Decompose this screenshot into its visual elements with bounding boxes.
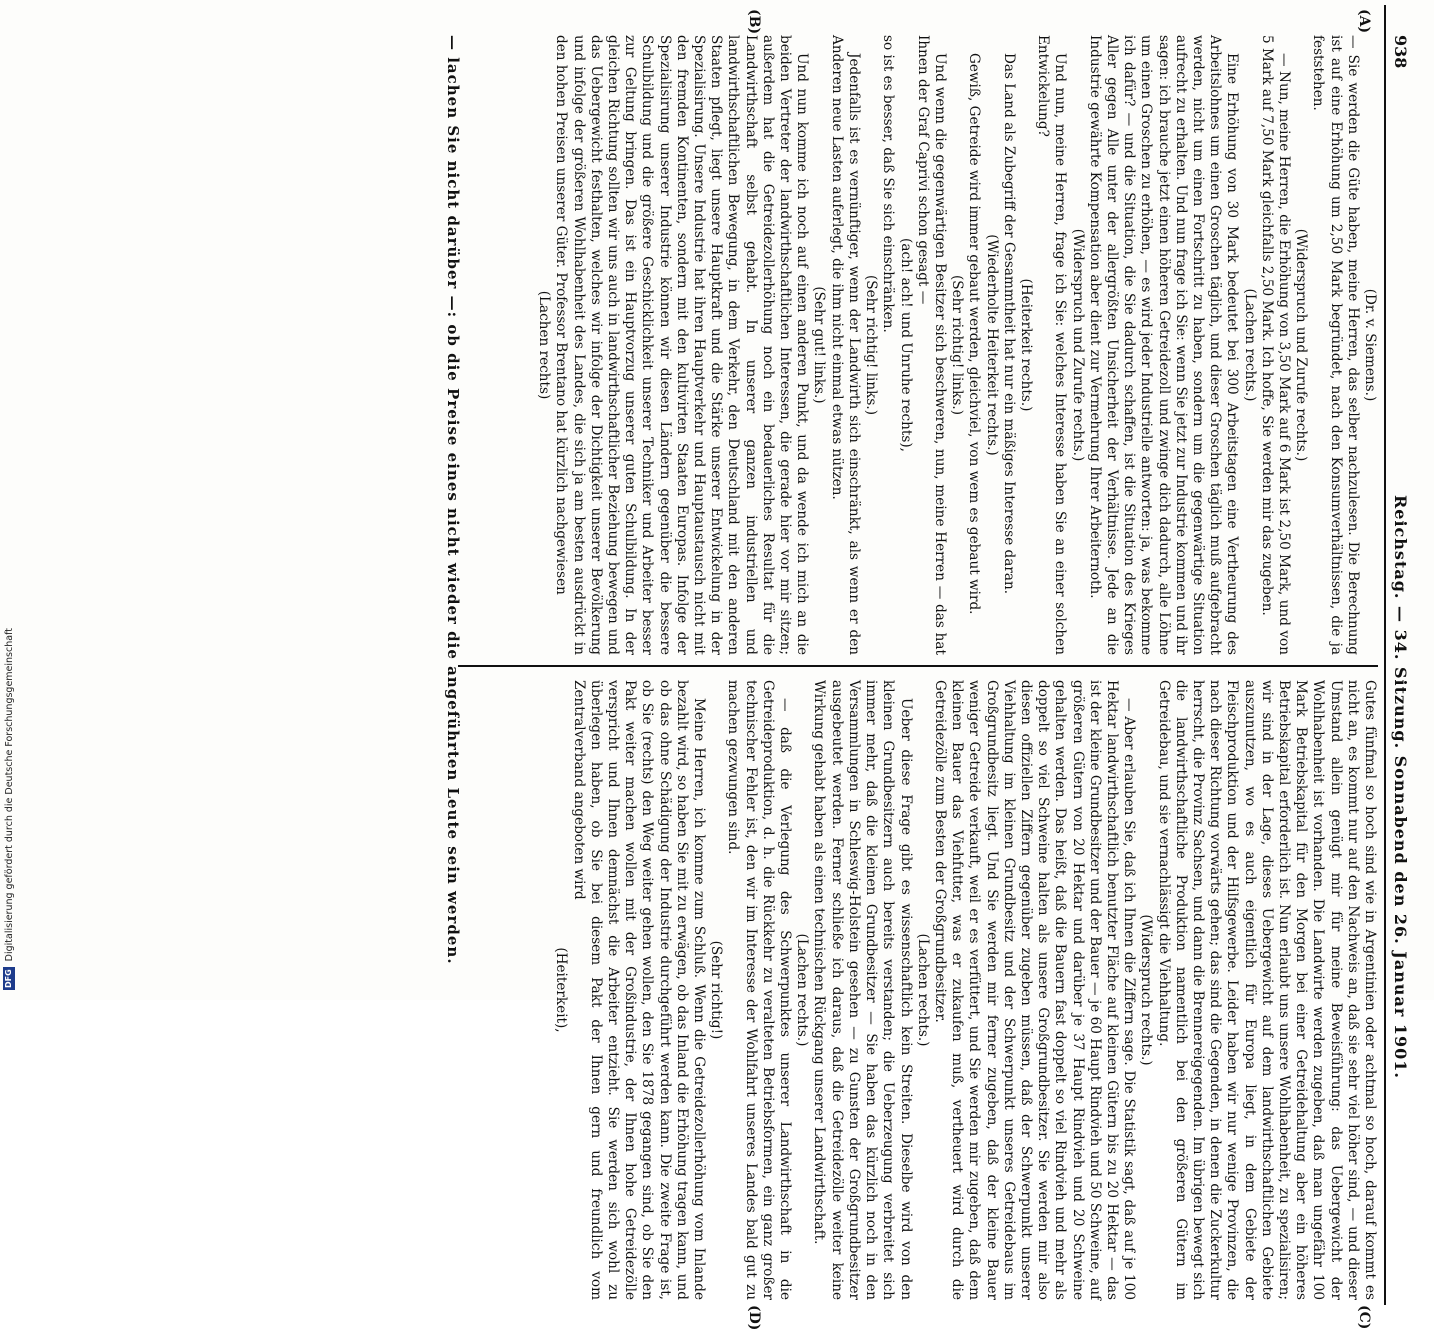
paragraph: — Aber erlauben Sie, daß ich Ihnen die Ziffern sage. Die Statistik sagt, daß auf je 100 Hektar landwirthschaftlich benutzter Fläche auf kleinen Gütern bis zu 20 Hektar — das ist der kleine Grundbesitzer und der Bauer — je 60 Haupt Rindvieh und 50 Schweine, auf größeren Gütern von 20 Hektar und darüber je 37 Haupt Rindvieh und 20 Schweine gehalten werden. Das heißt, daß die Bauern fast doppelt so viel Rindvieh und mehr als doppelt so viel Schweine halten als unsere Großgrundbesitzer. Sie werden mir also diesen offiziellen Ziffern gegenüber zugeben müssen, daß der Schwerpunkt unserer Viehhaltung im kleinen Grundbesitz und der Schwerpunkt unseres Getreidebaus im Großgrundbesitz liegt. Und Sie werden mir ferner zugeben, daß der kleine Bauer weniger Getreide verkauft, weil er es verfüttert, und Sie werden mir zugeben, daß dem kleinen Bauer das Viehfutter, was er zukaufen muß, vertheuert wird durch die Getreidezölle zum Besten der Großgrundbesitzer. <box>931 680 1138 1300</box>
paragraph: so ist es besser, daß Sie sich einschränken. <box>880 35 897 333</box>
right-column <box>552 680 1378 1300</box>
credit-text: Digitalisierung gefördert durch die Deutsche Forschungsgemeinschaft <box>3 628 15 962</box>
stage-direction: (Lachen rechts.) <box>794 933 811 1047</box>
paragraph: — Nun, meine Herren, die Erhöhung von 3,50 Mark auf 6 Mark ist 2,50 Mark, und von 5 Mark auf 7,50 Mark gleichfalls 2,50 Mark. Ich hoffe, Sie werden mir das zugeben. <box>1258 35 1292 655</box>
margin-mark-a: (A) <box>1356 9 1372 34</box>
stage-direction: (Heiterkeit rechts.) <box>1017 278 1034 412</box>
stage-direction: (Widerspruch rechts.) <box>1138 914 1155 1066</box>
stage-direction: (Sehr richtig! links.) <box>949 274 966 416</box>
stage-direction: (Sehr richtig!) <box>708 940 725 1040</box>
paragraph: Das Land als Zubegriff der Gesammtheit hat nur ein mäßiges Interesse daran. <box>1000 53 1017 595</box>
stage-direction: (Sehr gut! links.) <box>811 286 828 404</box>
margin-mark-b: (B) <box>746 9 762 35</box>
paragraph: Und nun komme ich noch auf einen anderen Punkt, und da wende ich mich an die beiden Vertreter der landwirthschaftlichen Interessen, die gerade hier vor mir sitzen; außerdem hat die Getreidezollerhöhung noch ein bedauerliches Resultat für die Landwirthschaft selbst gehabt. In unserer ganzen industriellen und landwirthschaftlichen Bewegung, in dem Verkehr, den Deutschland mit den anderen Staaten pflegt, liegt unsere Hauptkraft und die Stärke unserer Entwickelung in der Spezialisirung. Unsere Industrie hat ihren Hauptverkehr und Hauptaustausch nicht mit den fremden Kontinenten, sondern mit den kultivirten Staaten Europas. Infolge der Spezialisirung unserer Industrie können wir diesen Ländern gegenüber die bessere Schulbildung und die größere Geschicklichkeit unserer Techniker und Arbeiter besser zur Geltung bringen. Das ist ein Hauptvorzug unserer guten Schulbildung. In der gleichen Richtung sollten wir uns auch in landwirthschaftlicher Beziehung bewegen und das Uebergewicht festhalten, welches wir infolge der Dichtigkeit unserer Bevölkerung und infolge der größeren Wohlhabenheit des Landes, die sich ja am besten ausdrückt in den hohen Preisen unserer Güter. Professor Brentano hat kürzlich nachgewiesen <box>553 35 811 655</box>
margin-mark-c: (C) <box>1356 1305 1372 1330</box>
stage-direction: (Sehr richtig! links.) <box>863 274 880 416</box>
dfg-logo: DFG <box>4 969 13 988</box>
paragraph: Ueber diese Frage gibt es wissenschaftlich kein Streiten. Dieselbe wird von den kleinen Grundbesitzern auch bereits verstanden; die Ueberzeugung verbreitet sich immer mehr, daß die kleinen Grundbesitzer — Sie haben das kürzlich noch in den Versammlungen in Schleswig-Holstein gesehen — zu Gunsten der Großgrundbesitzer ausgebeutet werden. Ferner schließe ich daraus, daß die Getreidezölle weiter keine Wirkung gehabt haben als einen technischen Rückgang unserer Landwirthschaft. <box>811 680 914 1300</box>
paragraph: Und wenn die gegenwärtigen Besitzer sich beschweren, nun, meine Herren — das hat Ihnen der Graf Caprivi schon gesagt — <box>914 35 948 655</box>
paragraph: Und nun, meine Herren, frage ich Sie: welches Interesse haben Sie an einer solchen Entwickelung? <box>1035 35 1069 655</box>
paragraph: Gutes fünfmal so hoch sind wie in Argentinien oder achtmal so hoch, darauf kommt es nicht an, es kommt nur auf den Nachweis an, daß sie sehr viel höher sind, — und dieser Umstand allein genügt mir für meine Beweisführung: das Uebergewicht der Wohlhabenheit ist vorhanden. Die Landwirte werden zugeben, daß man ungefähr 100 Mark Betriebskapital für den Morgen bei einer Getreidehaltung aber ein höheres Betriebskapital erforderlich ist. Nun erlaubt uns unsere Wohlhabenheit, zu spezialisiren; wir sind in der Lage, dieses Uebergewicht auf dem landwirthschaftlichen Gebiete auszunutzen, wo es auch eigentlich für Europa liegt, in dem Gebiete der Fleischproduktion und der Hilfsgewerbe. Leider haben wir nur wenige Provinzen, die nach dieser Richtung vorwärts gehen; das sind die Gegenden, in denen die Zuckerkultur herrscht, die Provinz Sachsen, und dann die Brennereigegenden. Im übrigen bewegt sich die landwirthschaftliche Produktion namentlich bei den größeren Gütern im Getreidebau, und sie vernachlässigt die Viehhaltung. <box>1155 680 1378 1300</box>
paragraph: — daß die Verlegung des Schwerpunktes unserer Landwirthschaft in die Getreideproduktion, d. h. die Rückkehr zu veralteten Betriebsformen, ein ganz großer technischer Fehler ist, den wir im Interesse der Wohlfahrt unseres Landes bald gut zu machen gezwungen sind. <box>725 680 794 1300</box>
stage-direction: (Lachen rechts.) <box>1241 288 1258 402</box>
stage-direction: (Widerspruch und Zurufe rechts.) <box>1069 228 1086 462</box>
stage-direction: (Widerspruch und Zurufe rechts.) <box>1293 228 1310 462</box>
margin-mark-d: (D) <box>746 1305 762 1331</box>
stage-direction: (Lachen rechts) <box>536 290 553 400</box>
digitization-credit <box>2 0 18 1000</box>
paragraph: Eine Erhöhung von 30 Mark bedeutet bei 300 Arbeitstagen eine Vertheurung des Arbeitslohnes um einen Groschen täglich, und dieser Groschen täglich muß aufgebracht werden, nicht um einen Fortschritt zu haben, sondern um die gegenwärtige Situation aufrecht zu erhalten. Und nun frage ich Sie: wenn Sie jetzt zur Industrie kommen und ihr sagen: ich brauche jetzt einen höheren Getreidezoll und zwinge dich dadurch, alle Löhne um einen Groschen zu erhöhen, — es wird jeder Industrielle antworten: ja, was bekomme ich dafür? — und die Situation, die Sie dadurch schaffen, ist die Situation des Krieges Aller gegen Alle unter der allergrößten Unsicherheit der Verhältnisse. Jede an die Industrie gewährte Kompensation aber dient zur Vermehrung Ihrer Arbeiternoth. <box>1086 35 1241 655</box>
paragraph: Gewiß, Getreide wird immer gebaut werden, gleichviel, von wem es gebaut wird. <box>966 53 983 615</box>
running-head: Reichstag. — 34. Sitzung. Sonnabend den 26. Januar 1901. <box>1391 495 1410 1079</box>
stage-direction: (ach! ach! und Unruhe rechts), <box>897 238 914 452</box>
stage-direction: (Dr. v. Siemens.) <box>1362 288 1378 402</box>
stage-direction: (Lachen rechts.) <box>914 933 931 1047</box>
paragraph: — Sie werden die Güte haben, meine Herren, das selber nachzulesen. Die Berechnung ist auf eine Erhöhung um 2,50 Mark begründet, nach den Konsumverhältnissen, die ja feststehen. <box>1310 35 1361 655</box>
page-header <box>1386 35 1412 1335</box>
left-column <box>535 35 1378 655</box>
stage-direction: (Heiterkeit), <box>553 947 570 1033</box>
header-rule <box>1384 5 1386 1305</box>
column-divider <box>458 665 1378 667</box>
footer-line: — lachen Sie nicht darüber —: ob die Preise eines nicht wieder die angeführten Leute sein werden. <box>444 35 462 965</box>
stage-direction: (Wiederholte Heiterkeit rechts.) <box>983 234 1000 456</box>
paragraph: Meine Herren, ich komme zum Schluß. Wenn die Getreidezollerhöhung vom Inlande bezahlt wird, so haben Sie mit zu erwägen, ob das Inland die Erhöhung tragen kann, und ob das ohne Schädigung der Industrie durchgeführt werden kann. Die zweite Frage ist, ob Sie (rechts) den Weg weiter gehen wollen, den Sie 1878 gegangen sind, ob Sie den Pakt weiter machen wollen mit der Großindustrie, der Ihnen hohe Getreidezölle verspricht und Ihnen demnächst die Arbeiter entzieht. Sie werden sich wohl zu überlegen haben, ob Sie bei diesem Pakt der Ihnen gern und freundlich vom Zentralverband angeboten wird <box>570 680 708 1300</box>
rotated-page-content <box>82 5 1412 1331</box>
paragraph: Jedenfalls ist es vernünftiger, wenn der Landwirth sich einschränkt, als wenn er den Anderen neue Lasten auferlegt, die ihm nicht einmal etwas nützen. <box>828 35 862 655</box>
page-number: 938 <box>1391 35 1410 69</box>
